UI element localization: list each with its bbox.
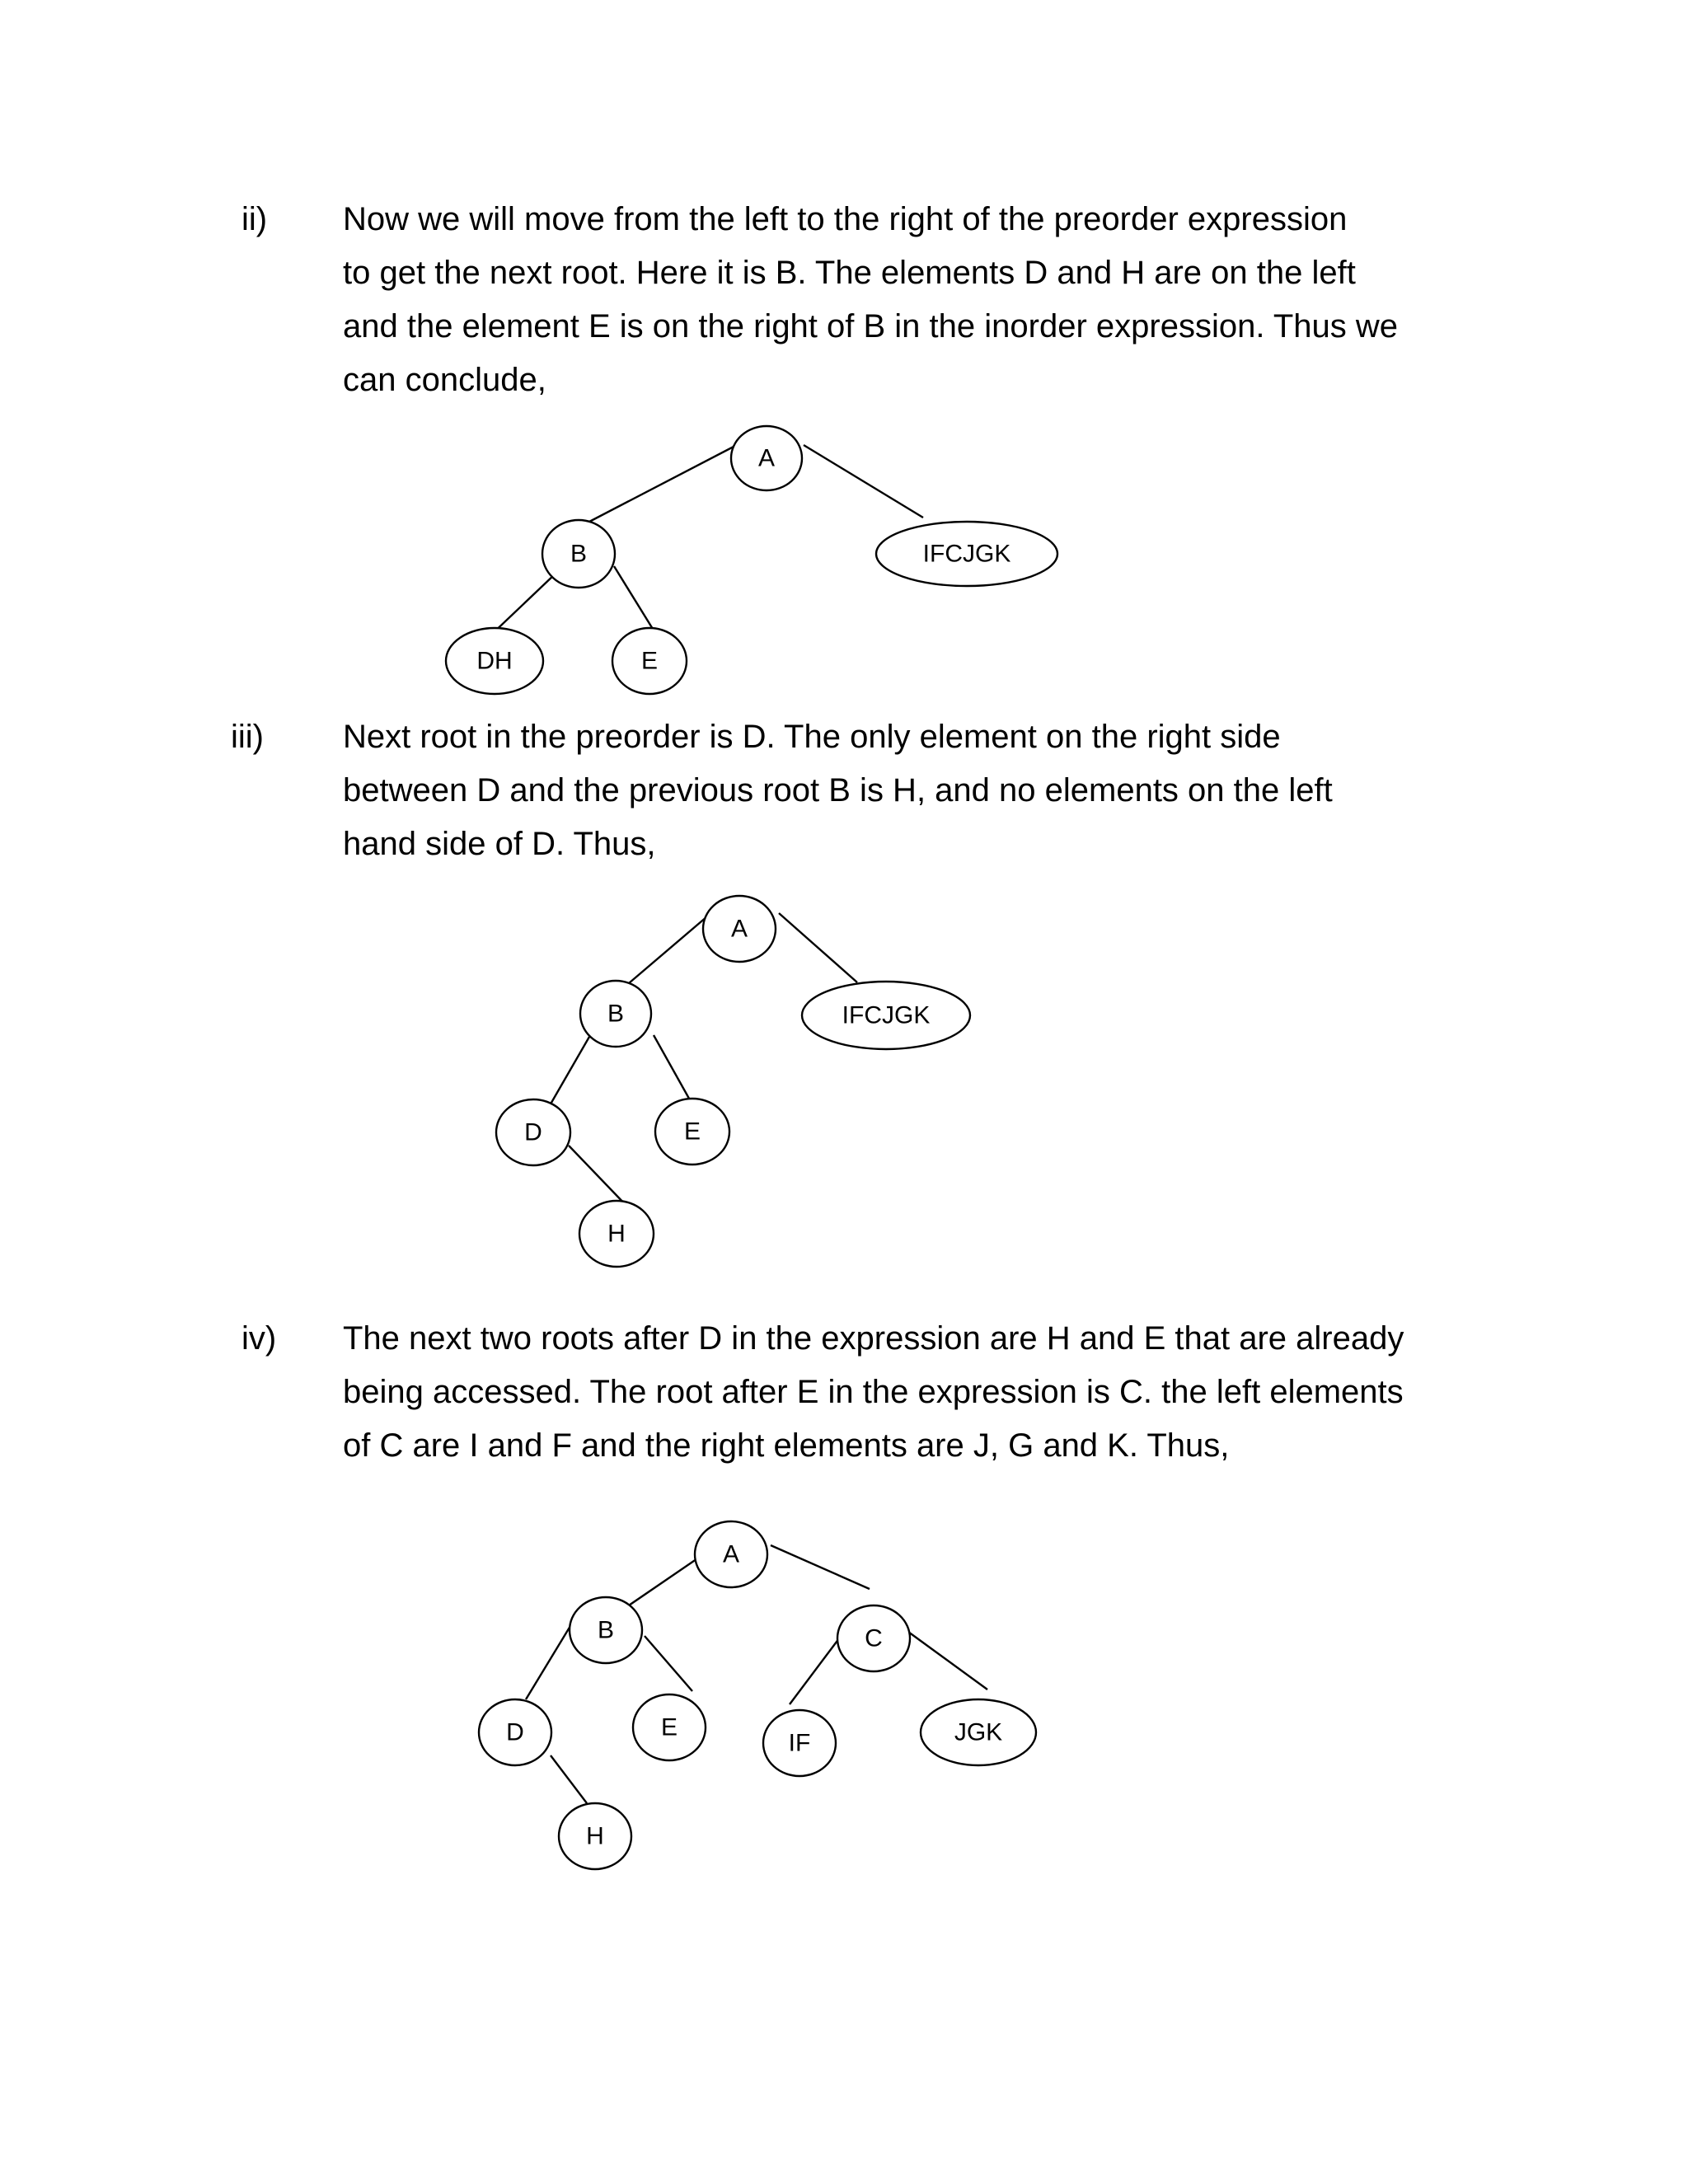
step-text-ii xyxy=(343,193,1497,407)
node-label-c: C xyxy=(865,1624,883,1652)
node-label-d: D xyxy=(524,1118,542,1146)
edge-d-h xyxy=(551,1755,587,1803)
edge-a-ifcjgk xyxy=(779,913,857,982)
edge-a-b xyxy=(626,1554,705,1607)
node-label-b: B xyxy=(607,1000,625,1028)
node-label-h: H xyxy=(586,1822,604,1850)
edge-a-b xyxy=(629,916,707,983)
node-label-b: B xyxy=(570,540,588,568)
node-label-jgk: JGK xyxy=(954,1718,1003,1746)
edge-b-e xyxy=(614,566,655,633)
text-line: and the element E is on the right of B in the inorder expression. Thus we xyxy=(343,308,1398,344)
node-label-e: E xyxy=(660,1713,678,1741)
node-label-e: E xyxy=(640,647,659,675)
text-line: of C are I and F and the right elements are J, G and K. Thus, xyxy=(343,1427,1230,1464)
step-number-iv: iv) xyxy=(241,1320,277,1357)
text-line: to get the next root. Here it is B. The elements D and H are on the left xyxy=(343,255,1356,291)
edge-d-h xyxy=(569,1146,628,1207)
node-label-a: A xyxy=(730,915,748,943)
node-label-if: IF xyxy=(788,1729,811,1757)
node-label-a: A xyxy=(757,444,776,472)
text-line: being accessed. The root after E in the expression is C. the left elements xyxy=(343,1374,1404,1410)
edge-a-b xyxy=(589,447,734,522)
step-number-iii: iii) xyxy=(231,719,264,755)
node-label-dh: DH xyxy=(476,647,513,675)
edge-b-e xyxy=(645,1636,692,1691)
node-label-b: B xyxy=(597,1616,615,1644)
node-label-a: A xyxy=(722,1540,740,1568)
text-line: can conclude, xyxy=(343,362,546,398)
node-label-ifcjgk: IFCJGK xyxy=(842,1001,931,1029)
text-line: hand side of D. Thus, xyxy=(343,826,656,862)
text-line: between D and the previous root B is H, and no elements on the left xyxy=(343,772,1333,808)
step-number-ii: ii) xyxy=(241,201,268,237)
tree-diagram-ii xyxy=(0,412,1688,709)
node-label-h: H xyxy=(607,1220,626,1248)
edge-c-if xyxy=(790,1638,839,1704)
node-label-e: E xyxy=(683,1118,701,1146)
step-text-iv xyxy=(343,1312,1497,1473)
edge-c-jgk xyxy=(908,1632,987,1690)
edge-a-ifcjgk xyxy=(804,445,923,518)
text-line: The next two roots after D in the expression are H and E that are already xyxy=(343,1320,1404,1357)
node-label-ifcjgk: IFCJGK xyxy=(922,540,1011,568)
text-line: Now we will move from the left to the right of the preorder expression xyxy=(343,201,1348,237)
edge-b-e xyxy=(654,1035,692,1104)
node-label-d: D xyxy=(506,1718,524,1746)
edge-a-c xyxy=(771,1545,870,1589)
text-line: Next root in the preorder is D. The only element on the right side xyxy=(343,719,1281,755)
tree-diagram-iii xyxy=(0,874,1688,1261)
step-text-iii xyxy=(343,710,1497,871)
edge-b-d xyxy=(546,1037,589,1113)
tree-diagram-iv xyxy=(0,1508,1688,1887)
edge-b-d xyxy=(526,1622,573,1699)
